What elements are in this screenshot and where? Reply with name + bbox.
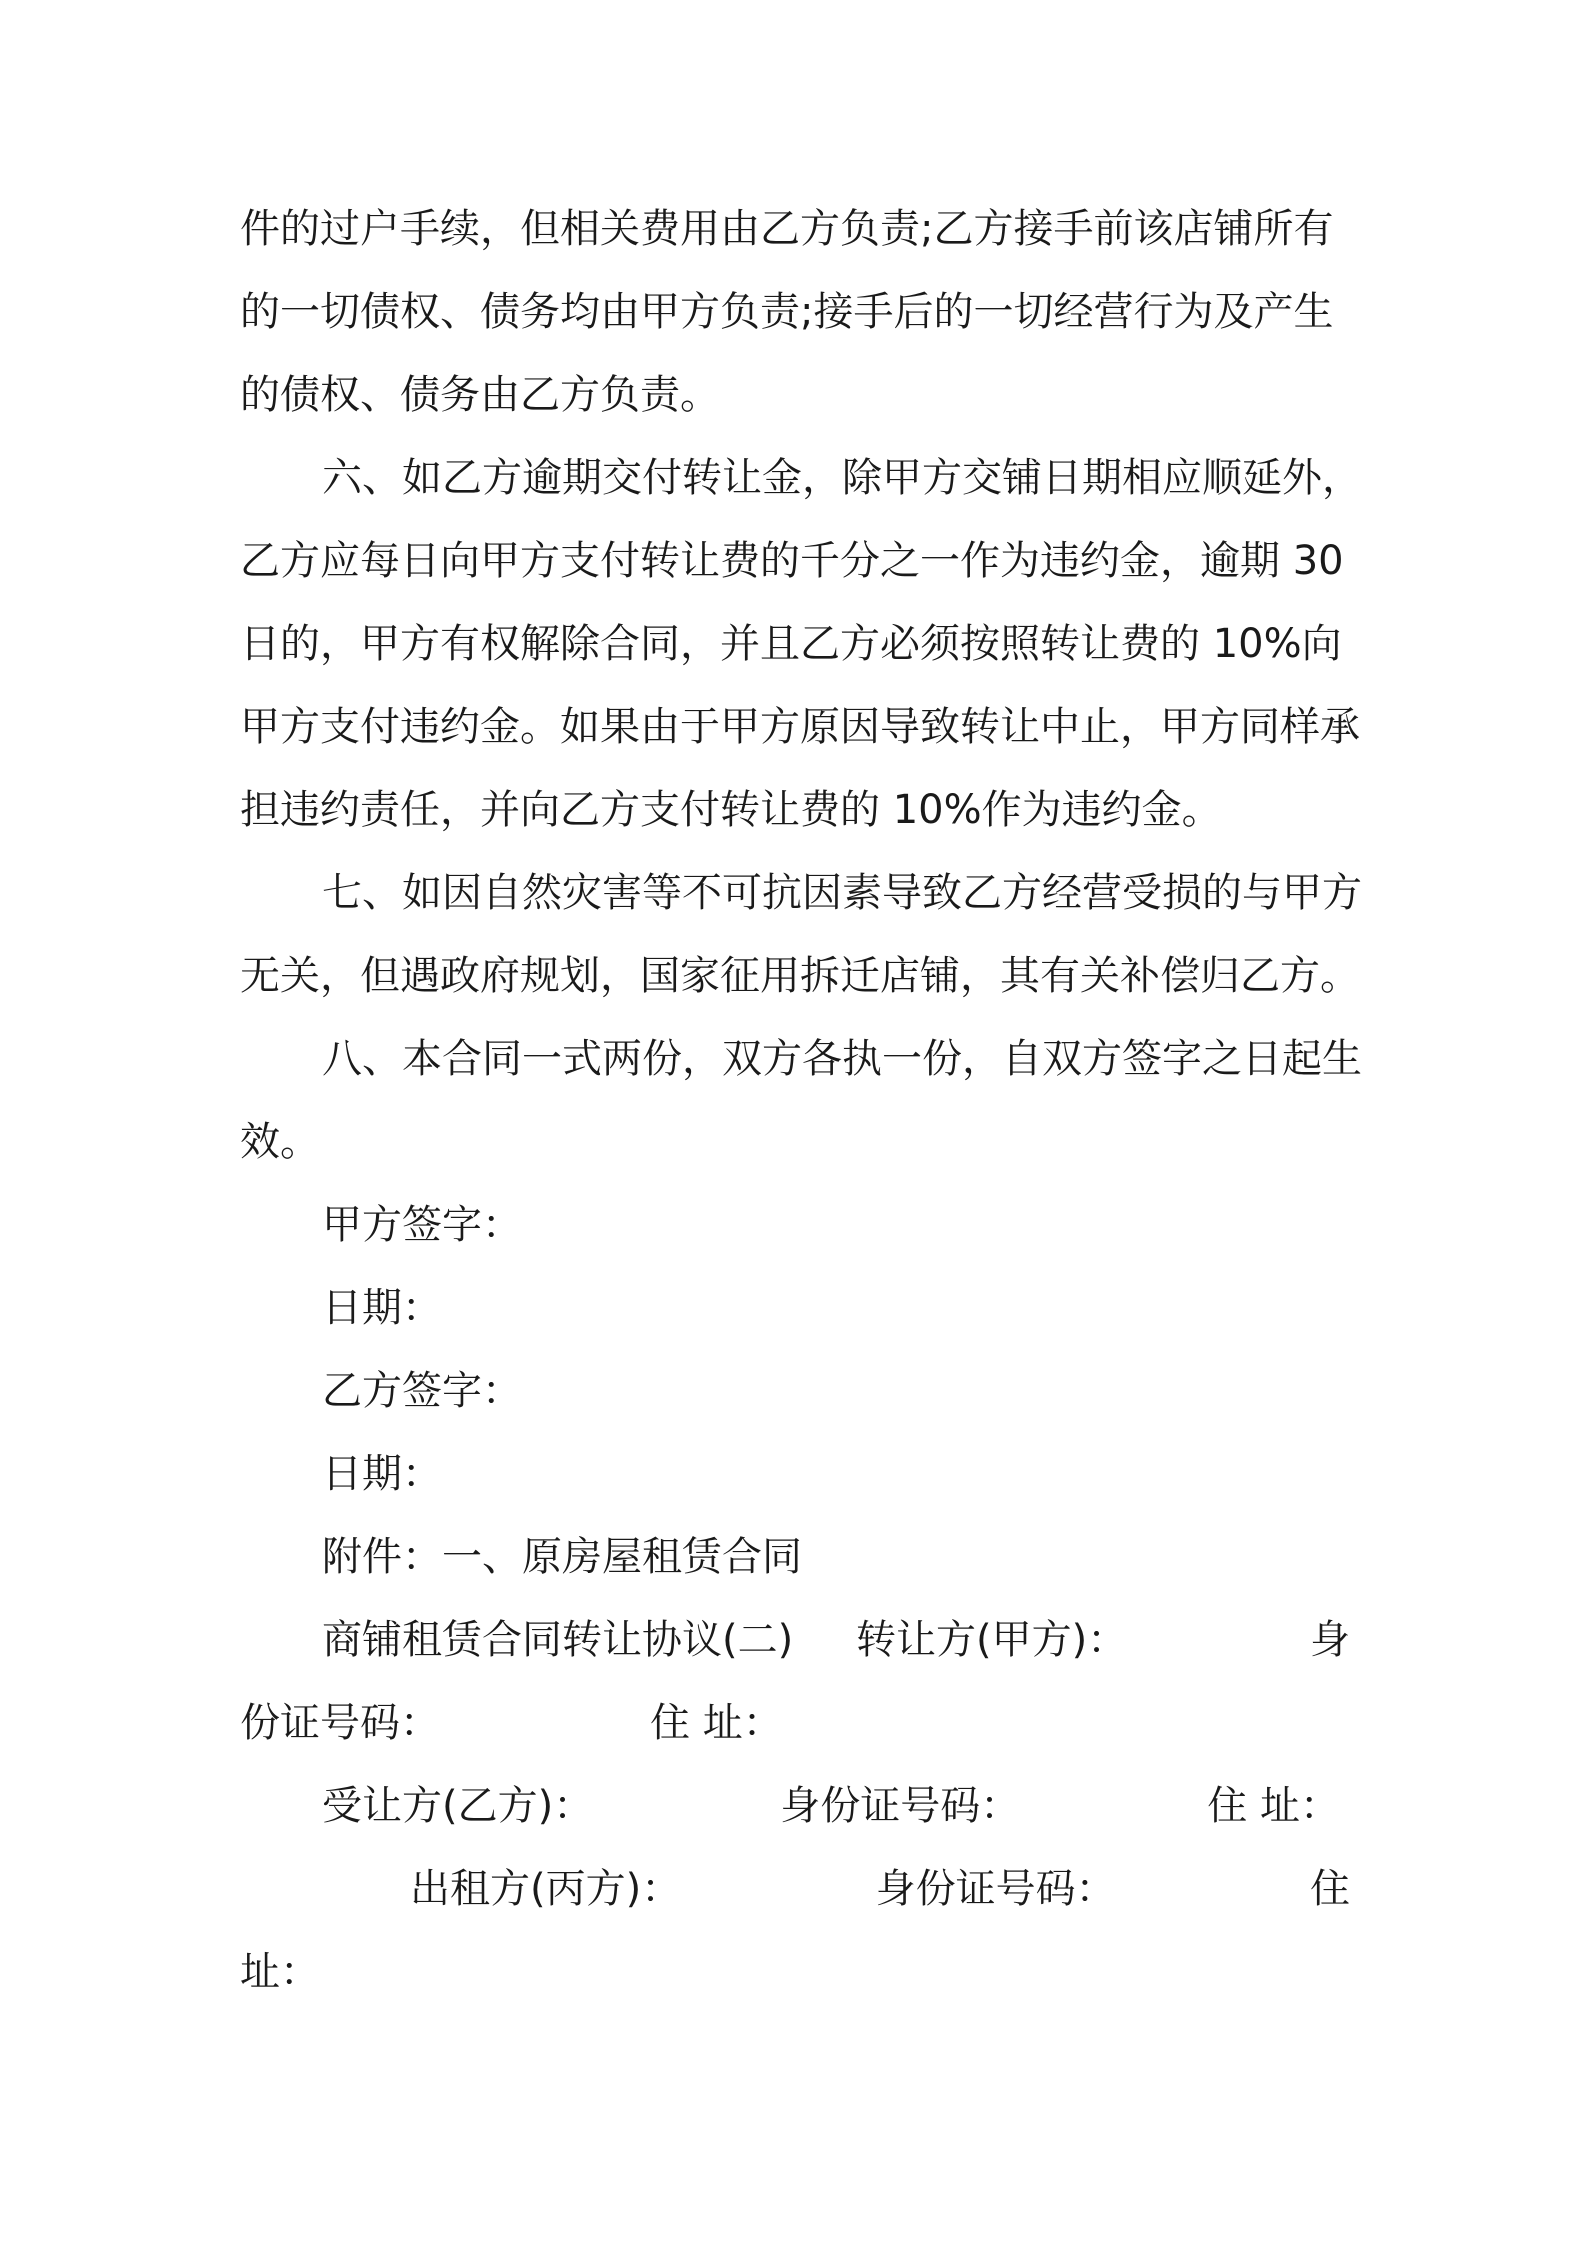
lessor-id-label: 身份证号码： [875, 1866, 1116, 1912]
id-number-prefix: 身 [1310, 1617, 1350, 1663]
text-line: 的一切债权、债务均由甲方负责;接手后的一切经营行为及产生 [240, 289, 1334, 335]
lessor-address-label: 址： [240, 1949, 320, 1995]
text-line: 件的过户手续，但相关费用由乙方负责;乙方接手前该店铺所有 [240, 206, 1334, 252]
text-line: 八、本合同一式两份，双方各执一份，自双方签字之日起生 [322, 1036, 1362, 1082]
transferee-label: 受让方(乙方)： [322, 1783, 594, 1829]
signature-section [240, 1184, 1350, 1599]
transferor-details-row [240, 1682, 1350, 1765]
lessor-address-prefix: 住 [1310, 1866, 1350, 1912]
party-b-date-label: 日期： [322, 1451, 442, 1497]
party-b-signature-label: 乙方签字： [322, 1368, 522, 1414]
text-line: 无关，但遇政府规划，国家征用拆迁店铺，其有关补偿归乙方。 [240, 953, 1360, 999]
text-line: 效。 [240, 1119, 320, 1165]
text-line: 六、如乙方逾期交付转让金，除甲方交铺日期相应顺延外， [322, 455, 1362, 501]
paragraph-5-tail [240, 188, 1350, 437]
text-line: 乙方应每日向甲方支付转让费的千分之一作为违约金，逾期 30 [240, 538, 1344, 584]
paragraph-8 [240, 1018, 1362, 1184]
paragraph-7 [240, 852, 1362, 1018]
transferee-address-label: 住 址： [1207, 1783, 1340, 1829]
text-line: 的债权、债务由乙方负责。 [240, 372, 720, 418]
party-a-signature-label: 甲方签字： [322, 1202, 522, 1248]
paragraph-6 [240, 437, 1362, 852]
agreement-two-section [240, 1599, 1350, 2014]
attachment-label: 附件：一、原房屋租赁合同 [322, 1534, 802, 1580]
lessor-address-row [240, 1931, 1350, 2014]
agreement-two-title: 商铺租赁合同转让协议(二) [322, 1617, 794, 1663]
transferee-row [240, 1765, 1350, 1848]
address-label: 住 址： [650, 1700, 783, 1746]
agreement-two-title-row [240, 1599, 1350, 1682]
lessor-label: 出租方(丙方)： [410, 1866, 682, 1912]
transferee-id-label: 身份证号码： [780, 1783, 1021, 1829]
transferor-label: 转让方(甲方)： [856, 1617, 1128, 1663]
text-line: 七、如因自然灾害等不可抗因素导致乙方经营受损的与甲方 [322, 870, 1362, 916]
lessor-row [240, 1848, 1350, 1931]
text-line: 甲方支付违约金。如果由于甲方原因导致转让中止，甲方同样承 [240, 704, 1360, 750]
text-line: 担违约责任，并向乙方支付转让费的 10%作为违约金。 [240, 787, 1222, 833]
text-line: 日的，甲方有权解除合同，并且乙方必须按照转让费的 10%向 [240, 621, 1342, 667]
id-number-label: 份证号码： [240, 1700, 440, 1746]
party-a-date-label: 日期： [322, 1285, 442, 1331]
